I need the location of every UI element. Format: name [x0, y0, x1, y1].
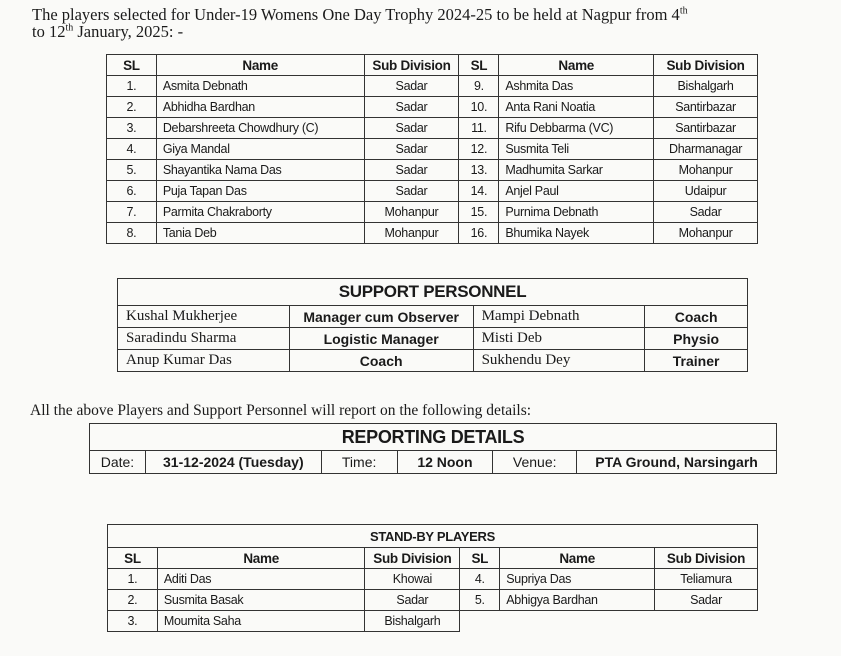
- standby-title-row: [108, 525, 758, 548]
- sl-cell: 3.: [108, 611, 158, 632]
- person-name: Misti Deb: [473, 328, 645, 350]
- table-row: [107, 118, 758, 139]
- sub-division-cell: Mohanpur: [364, 223, 459, 244]
- sl-cell: 2.: [107, 97, 157, 118]
- reporting-title-row: [90, 424, 777, 451]
- player-name-cell: Puja Tapan Das: [156, 181, 364, 202]
- person-role: Coach: [289, 350, 473, 372]
- player-name-cell: Aditi Das: [157, 569, 364, 590]
- sub-division-cell: Sadar: [364, 118, 459, 139]
- sub-division-cell: Mohanpur: [364, 202, 459, 223]
- sub-division-cell: Sadar: [364, 160, 459, 181]
- date-value: 31-12-2024 (Tuesday): [145, 451, 321, 474]
- intro-text: [32, 6, 832, 40]
- venue-label: Venue:: [493, 451, 577, 474]
- table-row: [107, 97, 758, 118]
- col-header-sl: SL: [459, 55, 499, 76]
- table-row: [107, 76, 758, 97]
- sl-cell: 11.: [459, 118, 499, 139]
- sub-division-cell: Bishalgarh: [365, 611, 460, 632]
- col-header-name: Name: [157, 548, 364, 569]
- player-name-cell: Tania Deb: [156, 223, 364, 244]
- player-name-cell: Moumita Saha: [157, 611, 364, 632]
- sub-division-cell: Sadar: [654, 202, 758, 223]
- reporting-details-row: [90, 451, 777, 474]
- table-row: [108, 590, 758, 611]
- person-role: Manager cum Observer: [289, 306, 473, 328]
- intro-line2-start: to 12: [32, 22, 66, 41]
- sl-cell: 5.: [460, 590, 500, 611]
- table-row: [108, 611, 758, 632]
- sl-cell: 5.: [107, 160, 157, 181]
- col-header-subdivision: Sub Division: [655, 548, 758, 569]
- sl-cell: 10.: [459, 97, 499, 118]
- player-name-cell: Purnima Debnath: [499, 202, 654, 223]
- sl-cell: 3.: [107, 118, 157, 139]
- sub-division-cell: Sadar: [364, 76, 459, 97]
- player-name-cell: Debarshreeta Chowdhury (C): [156, 118, 364, 139]
- player-name-cell: Susmita Basak: [157, 590, 364, 611]
- person-role: Coach: [645, 306, 748, 328]
- col-header-subdivision: Sub Division: [654, 55, 758, 76]
- table-row: [107, 223, 758, 244]
- support-row: [118, 306, 748, 328]
- reporting-details-table: [89, 423, 777, 474]
- reporting-title: REPORTING DETAILS: [90, 424, 777, 451]
- sl-cell: 15.: [459, 202, 499, 223]
- time-label: Time:: [321, 451, 397, 474]
- sl-cell: 7.: [107, 202, 157, 223]
- sl-cell: 1.: [107, 76, 157, 97]
- standby-header-row: [108, 548, 758, 569]
- intro-line1: The players selected for Under-19 Womens One Day Trophy 2024-25 to be held at Nagpur from 4: [32, 5, 680, 24]
- sl-cell: 2.: [108, 590, 158, 611]
- standby-players-table: [107, 524, 758, 632]
- support-personnel-table: [117, 278, 748, 372]
- col-header-sl: SL: [108, 548, 158, 569]
- person-role: Physio: [645, 328, 748, 350]
- table-row: [108, 569, 758, 590]
- sl-cell: 4.: [107, 139, 157, 160]
- player-name-cell: [500, 611, 655, 632]
- sub-division-cell: [655, 611, 758, 632]
- standby-title: STAND-BY PLAYERS: [108, 525, 758, 548]
- sub-division-cell: Santirbazar: [654, 97, 758, 118]
- reporting-note: All the above Players and Support Personnel will report on the following details:: [30, 402, 532, 419]
- sub-division-cell: Sadar: [655, 590, 758, 611]
- player-name-cell: Susmita Teli: [499, 139, 654, 160]
- table-row: [107, 139, 758, 160]
- person-name: Saradindu Sharma: [118, 328, 290, 350]
- intro-sup-1: th: [679, 5, 688, 17]
- sub-division-cell: Teliamura: [655, 569, 758, 590]
- player-name-cell: Shayantika Nama Das: [156, 160, 364, 181]
- intro-sup-2: th: [65, 22, 74, 34]
- player-name-cell: Asmita Debnath: [156, 76, 364, 97]
- player-name-cell: Rifu Debbarma (VC): [499, 118, 654, 139]
- sub-division-cell: Santirbazar: [654, 118, 758, 139]
- sl-cell: [460, 611, 500, 632]
- player-name-cell: Bhumika Nayek: [499, 223, 654, 244]
- player-name-cell: Parmita Chakraborty: [156, 202, 364, 223]
- player-name-cell: Ashmita Das: [499, 76, 654, 97]
- support-title-row: [118, 279, 748, 306]
- person-role: Trainer: [645, 350, 748, 372]
- col-header-sl: SL: [107, 55, 157, 76]
- sl-cell: 14.: [459, 181, 499, 202]
- player-name-cell: Abhigya Bardhan: [500, 590, 655, 611]
- person-name: Sukhendu Dey: [473, 350, 645, 372]
- sub-division-cell: Khowai: [365, 569, 460, 590]
- col-header-subdivision: Sub Division: [364, 55, 459, 76]
- person-name: Anup Kumar Das: [118, 350, 290, 372]
- col-header-subdivision: Sub Division: [365, 548, 460, 569]
- player-name-cell: Abhidha Bardhan: [156, 97, 364, 118]
- col-header-name: Name: [499, 55, 654, 76]
- sub-division-cell: Sadar: [364, 139, 459, 160]
- sl-cell: 6.: [107, 181, 157, 202]
- sub-division-cell: Sadar: [364, 97, 459, 118]
- sub-division-cell: Bishalgarh: [654, 76, 758, 97]
- sub-division-cell: Mohanpur: [654, 160, 758, 181]
- sub-division-cell: Mohanpur: [654, 223, 758, 244]
- sub-division-cell: Dharmanagar: [654, 139, 758, 160]
- date-label: Date:: [90, 451, 146, 474]
- table-row: [107, 160, 758, 181]
- sl-cell: 9.: [459, 76, 499, 97]
- player-name-cell: Giya Mandal: [156, 139, 364, 160]
- sl-cell: 4.: [460, 569, 500, 590]
- sl-cell: 13.: [459, 160, 499, 181]
- sub-division-cell: Sadar: [365, 590, 460, 611]
- player-name-cell: Madhumita Sarkar: [499, 160, 654, 181]
- sl-cell: 8.: [107, 223, 157, 244]
- support-row: [118, 350, 748, 372]
- selected-players-table: [106, 54, 758, 244]
- sub-division-cell: Udaipur: [654, 181, 758, 202]
- sl-cell: 16.: [459, 223, 499, 244]
- col-header-name: Name: [500, 548, 655, 569]
- person-name: Kushal Mukherjee: [118, 306, 290, 328]
- person-name: Mampi Debnath: [473, 306, 645, 328]
- venue-value: PTA Ground, Narsingarh: [577, 451, 777, 474]
- col-header-sl: SL: [460, 548, 500, 569]
- intro-line2-end: January, 2025: -: [73, 22, 184, 41]
- support-row: [118, 328, 748, 350]
- person-role: Logistic Manager: [289, 328, 473, 350]
- table-row: [107, 181, 758, 202]
- sl-cell: 1.: [108, 569, 158, 590]
- table-row: [107, 202, 758, 223]
- sl-cell: 12.: [459, 139, 499, 160]
- player-name-cell: Anta Rani Noatia: [499, 97, 654, 118]
- time-value: 12 Noon: [397, 451, 493, 474]
- player-name-cell: Supriya Das: [500, 569, 655, 590]
- col-header-name: Name: [156, 55, 364, 76]
- players-header-row: [107, 55, 758, 76]
- player-name-cell: Anjel Paul: [499, 181, 654, 202]
- support-title: SUPPORT PERSONNEL: [118, 279, 748, 306]
- sub-division-cell: Sadar: [364, 181, 459, 202]
